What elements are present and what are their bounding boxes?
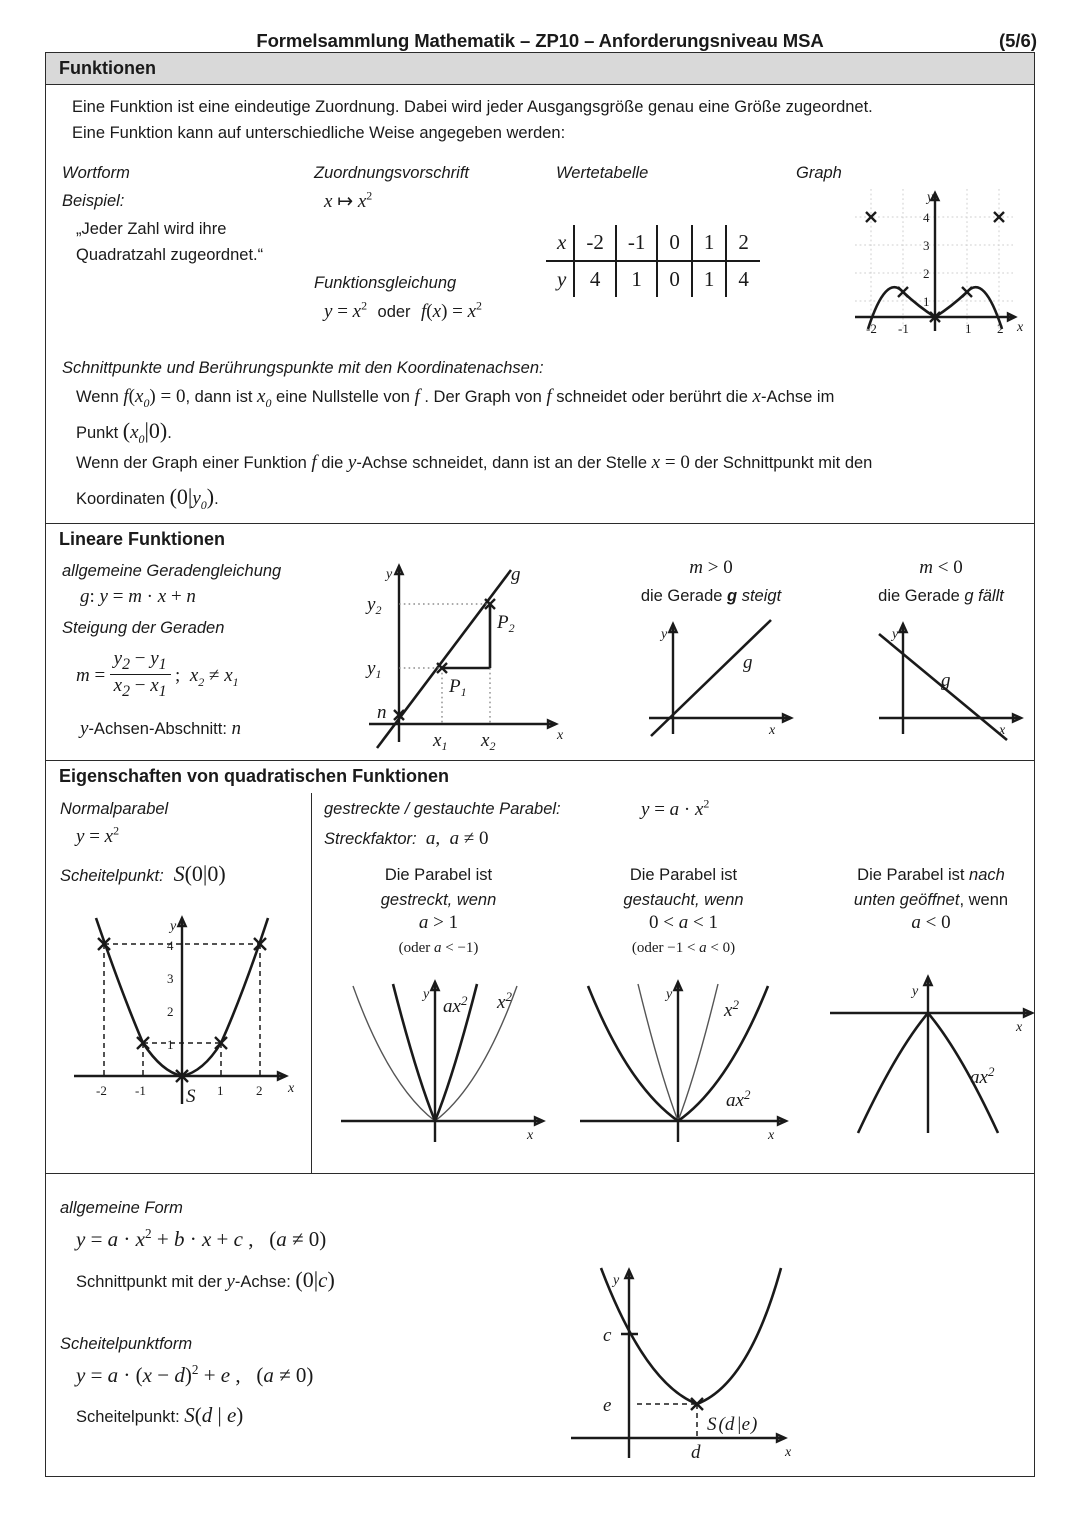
scheitelpunktform-label: Scheitelpunktform	[60, 1335, 193, 1353]
case-nach-unten-line2: unten geöffnet, wenn	[853, 891, 1009, 909]
wt-y-0: 4	[574, 261, 616, 297]
section-heading-lineare: Lineare Funktionen	[59, 529, 226, 549]
svg-text:y: y	[613, 1273, 620, 1288]
scheitelpunkt-label: Scheitelpunkt:	[60, 867, 164, 885]
schnittpunkte-paragraph-1: Wenn $f(x_0) = 0$, dann ist $x_0$ eine Nullstelle von f . Der Graph von f schneidet oder berührt die x-Achse im	[76, 386, 835, 410]
case-gestaucht-line2: gestaucht, wenn	[623, 891, 744, 909]
svg-text:x: x	[1017, 320, 1024, 335]
svg-text:ax2: $ax^2$	[443, 993, 468, 1017]
funktionsgleichung-label: Funktionsgleichung	[314, 274, 457, 292]
svg-text:2: 2	[923, 266, 930, 281]
wt-x-4: 2	[726, 225, 760, 261]
svg-text:x: x	[527, 1128, 534, 1143]
svg-text:x: x	[557, 728, 564, 743]
svg-text:e: e	[603, 1395, 612, 1416]
svg-text:x: x	[769, 723, 776, 738]
wt-y-4: 4	[726, 261, 760, 297]
wt-head-x: x	[546, 225, 574, 261]
wt-x-1: -1	[616, 225, 658, 261]
svg-text:4: 4	[923, 210, 930, 225]
svg-text:1: 1	[965, 321, 972, 336]
case-m-negative-text: die Gerade g fällt	[878, 587, 1004, 605]
scheitelpunktform-formula: $y = a \cdot (x - d)^2 + e$ , (a ≠ 0)	[76, 1362, 314, 1387]
streckfaktor-label: Streckfaktor:	[324, 830, 417, 848]
wt-x-0: -2	[574, 225, 616, 261]
case-m-negative-cond: m < 0	[919, 557, 963, 578]
svg-text:-1: -1	[898, 321, 909, 336]
chart-scheitelpunktform	[541, 1252, 821, 1477]
content-frame	[45, 52, 1035, 1477]
allgemeine-form-formula: $y = a \cdot x^2 + b \cdot x + c$ , (a ≠ 0)	[76, 1226, 327, 1251]
case-gestreckt-line1: Die Parabel ist	[384, 866, 493, 884]
section-funktionen	[46, 53, 1034, 523]
beispiel-line2: Quadratzahl zugeordnet.“	[76, 246, 264, 264]
wt-y-1: 1	[616, 261, 658, 297]
case-gestaucht-alt: (oder −1 < a < 0)	[631, 940, 736, 956]
section-lineare-funktionen	[46, 523, 1034, 760]
svg-text:1: 1	[167, 1037, 174, 1052]
svg-text:y: y	[927, 190, 934, 205]
case-gestreckt-line2: gestreckt, wenn	[380, 891, 497, 909]
svg-text:n: n	[377, 702, 387, 723]
svg-text:g: g	[511, 564, 521, 585]
svg-text:y: y	[892, 627, 899, 642]
chart-gerade-faellt	[873, 612, 1038, 742]
svg-text:y: y	[912, 984, 919, 999]
svg-text:S: S	[186, 1086, 196, 1107]
svg-text:-1: -1	[135, 1083, 146, 1098]
svg-text:y: y	[666, 987, 673, 1002]
chart-steigungsdreieck	[359, 552, 589, 757]
svg-text:g: g	[941, 670, 951, 691]
case-gestreckt-cond: a > 1	[418, 912, 459, 933]
case-nach-unten-cond: a < 0	[911, 912, 951, 933]
scheitelpunkt-normalparabel: Scheitelpunkt: S(0|0)	[60, 861, 226, 886]
svg-text:1: 1	[923, 294, 930, 309]
svg-text:x: x	[1016, 1020, 1023, 1035]
svg-text:ax2: $ax^2$	[970, 1064, 995, 1088]
svg-text:x2: $x_2$	[481, 730, 496, 753]
table-row	[546, 225, 760, 261]
svg-text:y1: $y_1$	[367, 658, 382, 681]
case-gestreckt-alt: (oder a < −1)	[398, 940, 479, 956]
wt-y-2: 0	[657, 261, 692, 297]
case-nach-unten-line1: Die Parabel ist nach	[857, 866, 1005, 884]
beispiel-line1: „Jeder Zahl wird ihre	[76, 220, 227, 238]
col-header-wertetabelle: Wertetabelle	[556, 164, 649, 182]
page-title: Formelsammlung Mathematik – ZP10 – Anforderungsniveau MSA	[256, 30, 824, 51]
gestreckte-parabel-formula: $y = a \cdot x^2$	[641, 797, 710, 821]
svg-text:x: x	[768, 1128, 775, 1143]
svg-text:2: 2	[997, 321, 1004, 336]
chart-parabola-grid	[841, 181, 1026, 341]
svg-text:d: d	[691, 1442, 701, 1463]
column-divider	[311, 793, 312, 1173]
section-heading-quadratisch: Eigenschaften von quadratischen Funktionen	[59, 766, 450, 786]
schnittpunkte-paragraph-2: Wenn der Graph einer Funktion f die y-Achse schneidet, dann ist an der Stelle x = 0 der Schnittpunkt mit den	[76, 452, 873, 473]
geradengleichung-formula: g: y = m · x + n	[80, 586, 196, 607]
scheitelpunktform-note: Scheitelpunkt: S(d | e)	[76, 1403, 244, 1427]
funktionsgleichung-formula: $y = x^2$ oder $f(x) = x^2$	[324, 299, 483, 323]
svg-text:3: 3	[167, 971, 174, 986]
chart-normalparabel	[64, 904, 304, 1119]
page-number: (5/6)	[998, 30, 1037, 51]
svg-text:2: 2	[167, 1004, 174, 1019]
svg-text:y: y	[170, 919, 177, 934]
svg-text:x2: $x^2$	[497, 989, 512, 1013]
funktionen-intro-line1: Eine Funktion ist eine eindeutige Zuordnung. Dabei wird jeder Ausgangsgröße genau eine Größe zugeordnet.	[72, 98, 873, 116]
section-formen	[46, 1173, 1034, 1476]
streckfaktor-row: Streckfaktor: a, a ≠ 0	[324, 828, 489, 849]
svg-text:2: 2	[256, 1083, 263, 1098]
svg-text:y: y	[661, 627, 668, 642]
chart-parabel-gestreckt	[331, 964, 561, 1154]
schnittpunkte-paragraph-1b: Punkt $(x_0|0)$.	[76, 418, 172, 446]
geradengleichung-label: allgemeine Geradengleichung	[62, 562, 282, 580]
funktionen-intro-line2: Eine Funktion kann auf unterschiedliche Weise angegeben werden:	[72, 124, 566, 142]
allgemeine-form-label: allgemeine Form	[60, 1199, 183, 1217]
normalparabel-label: Normalparabel	[60, 800, 169, 818]
chart-parabel-gestaucht	[574, 964, 804, 1154]
steigung-formula: m = $\frac{y_2 - y_1}{x_2 - x_1}$ ; $x_2 \ne x_1$	[76, 648, 239, 701]
col-header-graph: Graph	[796, 164, 842, 182]
achsenabschnitt-text: y-Achsen-Abschnitt: n	[80, 718, 241, 739]
svg-text:x2: $x^2$	[724, 997, 739, 1021]
svg-text:x: x	[785, 1445, 792, 1460]
beispiel-label: Beispiel:	[62, 192, 125, 210]
svg-text:y: y	[423, 987, 430, 1002]
case-gestaucht-line1: Die Parabel ist	[629, 866, 738, 884]
section-heading-funktionen: Funktionen	[46, 53, 1034, 85]
svg-text:4: 4	[167, 938, 174, 953]
wertetabelle	[546, 225, 760, 297]
col-header-wortform: Wortform	[62, 164, 130, 182]
svg-text:-2: -2	[866, 321, 877, 336]
col-header-zuordnungsvorschrift: Zuordnungsvorschrift	[314, 164, 469, 182]
svg-text:P1: $P_1$	[449, 676, 467, 699]
section-quadratische-funktionen	[46, 760, 1034, 1173]
case-m-positive-cond: m > 0	[689, 557, 733, 578]
svg-text:S(d|e): S (d |e)	[707, 1414, 758, 1435]
svg-text:y: y	[386, 567, 393, 582]
steigung-label: Steigung der Geraden	[62, 619, 225, 637]
wt-head-y: y	[557, 267, 567, 291]
svg-text:y2: $y_2$	[367, 594, 382, 617]
svg-text:x: x	[999, 723, 1006, 738]
gestreckte-parabel-heading: gestreckte / gestauchte Parabel:	[324, 800, 561, 818]
table-row	[546, 261, 760, 297]
wt-x-2: 0	[657, 225, 692, 261]
wt-y-3: 1	[692, 261, 727, 297]
document-header	[0, 30, 1080, 52]
schnittpunkte-paragraph-2b: Koordinaten $(0|y_0)$.	[76, 484, 219, 512]
svg-text:-2: -2	[96, 1083, 107, 1098]
zuordnung-formula: x ↦ $x^2$	[324, 189, 373, 213]
chart-parabel-nach-unten	[824, 957, 1039, 1142]
normalparabel-formula: $y = x^2$	[76, 824, 120, 848]
svg-text:ax2: $ax^2$	[726, 1087, 751, 1111]
svg-text:P2: $P_2$	[497, 612, 515, 635]
svg-text:g: g	[743, 652, 753, 673]
wt-x-3: 1	[692, 225, 727, 261]
svg-text:3: 3	[923, 238, 930, 253]
case-gestaucht-cond: 0 < a < 1	[649, 912, 718, 933]
chart-gerade-steigt	[643, 612, 808, 742]
schnittpunkte-heading: Schnittpunkte und Berührungspunkte mit den Koordinatenachsen:	[62, 359, 544, 377]
case-m-positive-text: die Gerade g steigt	[640, 587, 782, 605]
svg-text:c: c	[603, 1325, 612, 1346]
allgemeine-form-note: Schnittpunkt mit der y-Achse: (0|c)	[76, 1267, 335, 1292]
svg-text:x1: $x_1$	[433, 730, 448, 753]
svg-text:x: x	[288, 1081, 295, 1096]
svg-text:1: 1	[217, 1083, 224, 1098]
